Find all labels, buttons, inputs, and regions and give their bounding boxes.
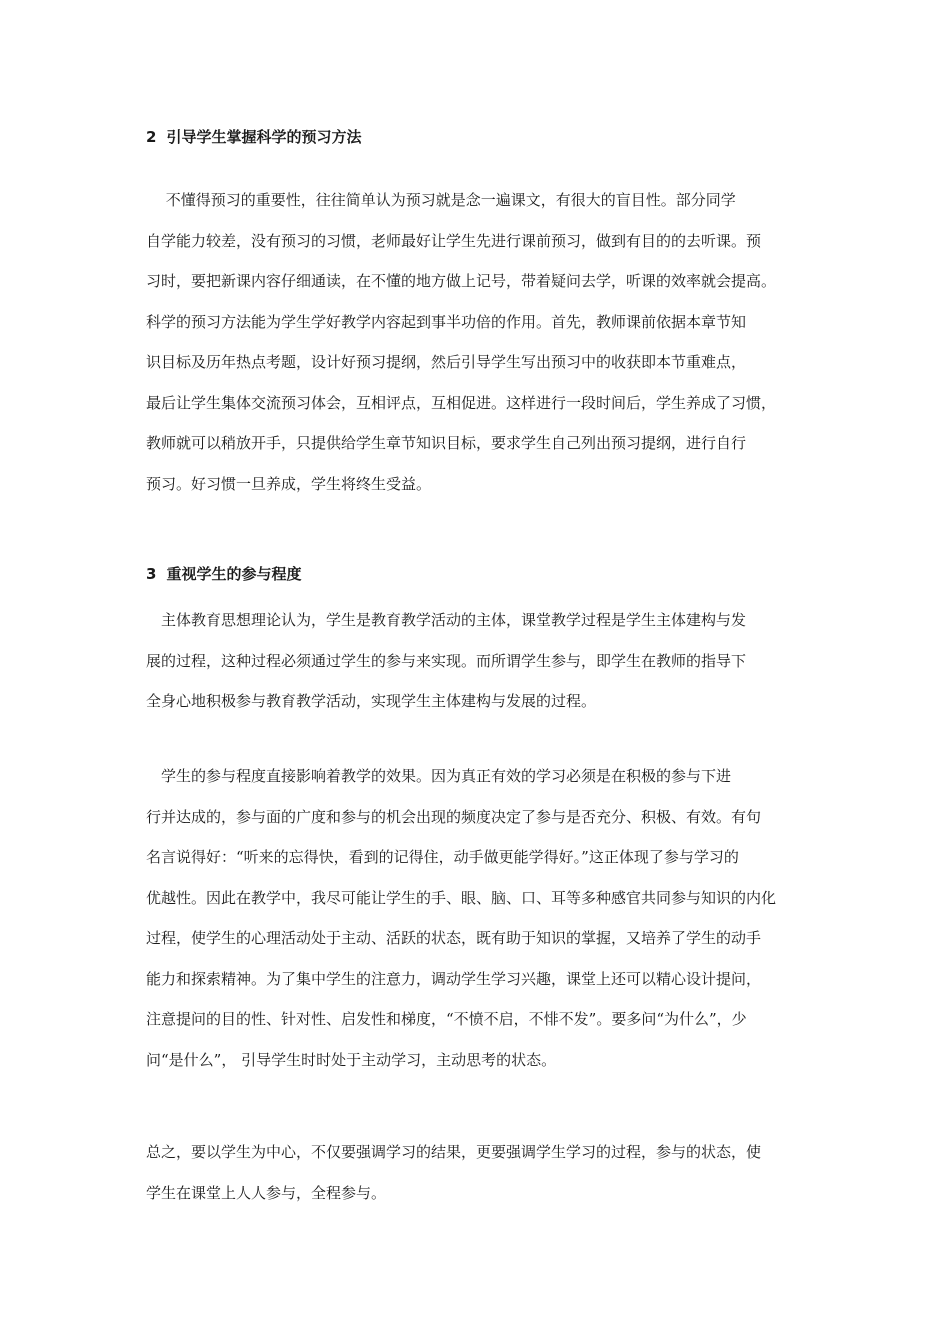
paragraph-line: 科学的预习方法能为学生学好教学内容起到事半功倍的作用。首先，教师课前依据本章节知 — [146, 312, 747, 331]
paragraph-line: 学生在课堂上人人参与，全程参与。 — [146, 1183, 387, 1202]
paragraph-line: 全身心地积极参与教育教学活动，实现学生主体建构与发展的过程。 — [146, 692, 597, 710]
paragraph-line: 问“是什么”， 引导学生时时处于主动学习，主动思考的状态。 — [146, 1050, 557, 1069]
paragraph-line: 自学能力较差，没有预习的习惯，老师最好让学生先进行课前预习，做到有目的的去听课。预 — [146, 231, 762, 250]
paragraph-line: 主体教育思想理论认为，学生是教育教学活动的主体，课堂教学过程是学生主体建构与发 — [146, 611, 747, 629]
paragraph-line: 教师就可以稍放开手，只提供给学生章节知识目标，要求学生自己列出预习提纲，进行自行 — [146, 434, 747, 452]
section-2-heading — [146, 127, 361, 147]
section-3-number: 3 — [146, 565, 157, 583]
paragraph-line: 过程，使学生的心理活动处于主动、活跃的状态，既有助于知识的掌握，又培养了学生的动手 — [146, 929, 762, 947]
section-2-title: 引导学生掌握科学的预习方法 — [166, 128, 362, 146]
paragraph-line: 习时，要把新课内容仔细通读，在不懂的地方做上记号，带着疑问去学，听课的效率就会提高。 — [146, 272, 777, 290]
paragraph-line: 识目标及历年热点考题，设计好预习提纲，然后引导学生写出预习中的收获即本节重难点， — [146, 353, 747, 371]
paragraph-line: 注意提问的目的性、针对性、启发性和梯度，“不愤不启，不悱不发”。要多问“为什么”，少 — [146, 1010, 747, 1028]
section-3-heading — [146, 564, 301, 584]
section-3-paragraph-3 — [146, 1132, 816, 1213]
paragraph-line: 名言说得好：“听来的忘得快，看到的记得住，动手做更能学得好。”这正体现了参与学习的 — [146, 848, 739, 866]
paragraph-line: 能力和探索精神。为了集中学生的注意力，调动学生学习兴趣，课堂上还可以精心设计提问， — [146, 969, 762, 988]
section-3-title: 重视学生的参与程度 — [166, 565, 302, 583]
section-3-paragraph-1 — [146, 600, 816, 722]
paragraph-line: 预习。好习惯一旦养成，学生将终生受益。 — [146, 474, 432, 493]
paragraph-line: 总之，要以学生为中心，不仅要强调学习的结果，更要强调学生学习的过程，参与的状态，使 — [146, 1143, 762, 1161]
paragraph-line: 不懂得预习的重要性，往往简单认为预习就是念一遍课文，有很大的盲目性。部分同学 — [146, 191, 736, 209]
paragraph-line: 最后让学生集体交流预习体会，互相评点，互相促进。这样进行一段时间后，学生养成了习惯， — [146, 393, 777, 412]
paragraph-line: 展的过程，这种过程必须通过学生的参与来实现。而所谓学生参与，即学生在教师的指导下 — [146, 651, 747, 670]
section-2-number: 2 — [146, 128, 157, 146]
section-2-paragraph — [146, 180, 816, 504]
paragraph-line: 优越性。因此在教学中，我尽可能让学生的手、眼、脑、口、耳等多种感官共同参与知识的内化 — [146, 888, 777, 907]
section-3-paragraph-2 — [146, 756, 816, 1080]
paragraph-line: 学生的参与程度直接影响着教学的效果。因为真正有效的学习必须是在积极的参与下进 — [146, 767, 732, 785]
paragraph-line: 行并达成的，参与面的广度和参与的机会出现的频度决定了参与是否充分、积极、有效。有句 — [146, 807, 762, 826]
